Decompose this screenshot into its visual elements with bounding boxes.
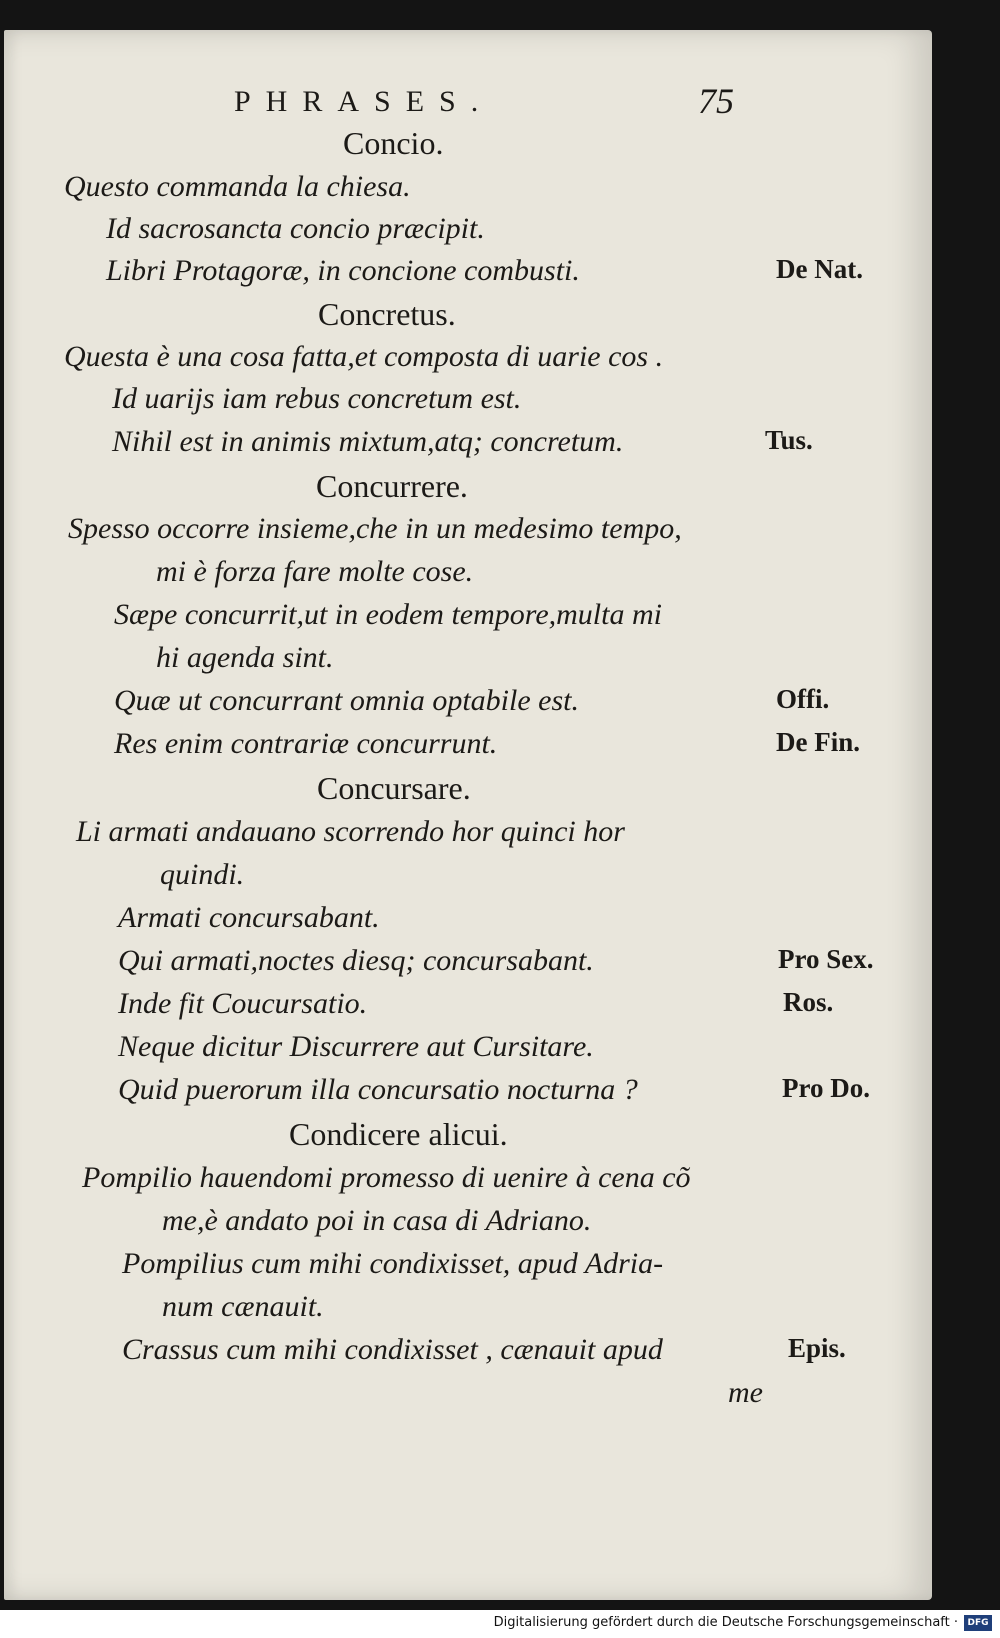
text-line: Libri Protagoræ, in concione combusti. (106, 254, 580, 287)
catchword: me (728, 1376, 763, 1409)
text-line: mi è forza fare molte cose. (156, 555, 474, 588)
entry-heading: Condicere alicui. (289, 1116, 508, 1152)
text-line: quindi. (160, 858, 245, 891)
text-line: Armati concursabant. (118, 901, 380, 934)
text-line: hi agenda sint. (156, 641, 334, 674)
dfg-logo-icon: DFG (964, 1615, 992, 1631)
text-line: Res enim contrariæ concurrunt. (114, 727, 498, 760)
text-line: me,è andato poi in casa di Adriano. (162, 1204, 592, 1237)
text-line: Spesso occorre insieme,che in un medesimo tempo, (68, 512, 682, 545)
margin-reference: De Fin. (776, 727, 860, 757)
text-line: Questo commanda la chiesa. (64, 170, 411, 203)
text-line: Qui armati,noctes diesq; concursabant. (118, 944, 594, 977)
text-line: Pompilio hauendomi promesso di uenire à cena cõ (82, 1161, 691, 1194)
text-line: num cænauit. (162, 1290, 324, 1323)
digitization-footer (0, 1610, 1000, 1638)
running-title: PHRASES. (234, 85, 494, 118)
margin-reference: Pro Do. (782, 1073, 870, 1103)
footer-credit: Digitalisierung gefördert durch die Deutsche Forschungsgemeinschaft · (493, 1615, 958, 1630)
margin-reference: Ros. (783, 987, 834, 1017)
entry-heading: Concretus. (318, 296, 456, 332)
entry-heading: Concurrere. (316, 468, 468, 504)
text-line: Neque dicitur Discurrere aut Cursitare. (118, 1030, 594, 1063)
entry-heading: Concursare. (317, 770, 471, 806)
page-number: 75 (698, 81, 734, 121)
text-line: Li armati andauano scorrendo hor quinci hor (76, 815, 625, 848)
margin-reference: Epis. (788, 1333, 846, 1363)
margin-reference: Offi. (776, 684, 830, 714)
text-line: Quid puerorum illa concursatio nocturna ? (118, 1073, 638, 1106)
text-line: Id sacrosancta concio præcipit. (106, 212, 485, 245)
text-line: Crassus cum mihi condixisset , cænauit apud (122, 1333, 663, 1366)
text-line: Inde fit Coucursatio. (118, 987, 368, 1020)
text-line: Quæ ut concurrant omnia optabile est. (114, 684, 579, 717)
text-line: Nihil est in animis mixtum,atq; concretum. (112, 425, 624, 458)
margin-reference: De Nat. (776, 254, 863, 284)
text-line: Pompilius cum mihi condixisset, apud Adria- (122, 1247, 664, 1280)
margin-reference: Pro Sex. (778, 944, 874, 974)
text-line: Sæpe concurrit,ut in eodem tempore,multa mi (114, 598, 662, 631)
text-line: Questa è una cosa fatta,et composta di uarie cos . (64, 340, 664, 373)
text-line: Id uarijs iam rebus concretum est. (112, 382, 522, 415)
entry-heading: Concio. (343, 125, 444, 161)
margin-reference: Tus. (765, 425, 813, 455)
